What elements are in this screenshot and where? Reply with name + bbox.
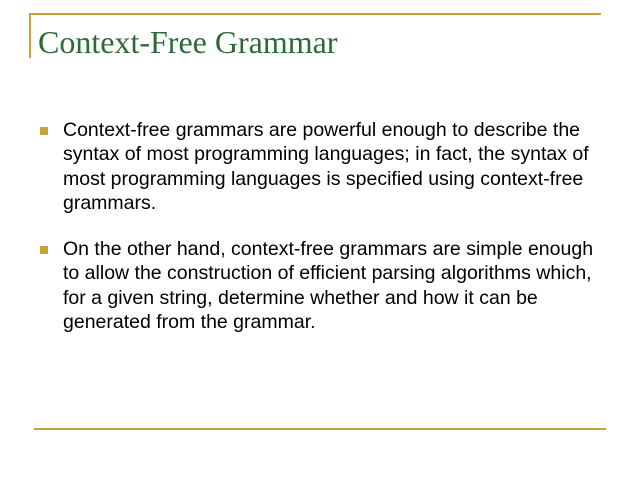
bullet-item — [38, 118, 598, 215]
bullet-list — [38, 118, 598, 356]
bullet-text: On the other hand, context-free grammars are simple enough to allow the construction of efficient parsing algorithms which, for a given string, determine whether and how it can be generated from the grammar. — [63, 238, 594, 334]
square-bullet-icon — [40, 246, 48, 254]
slide-title: Context-Free Grammar — [38, 24, 338, 60]
frame-top-rule — [29, 13, 601, 15]
square-bullet-icon — [40, 127, 48, 135]
frame-left-rule — [29, 13, 31, 58]
bullet-item — [38, 237, 598, 334]
bullet-text: Context-free grammars are powerful enough to describe the syntax of most programming languages; in fact, the syntax of most programming languages is specified using context-free grammars. — [63, 119, 589, 214]
bottom-rule — [34, 428, 606, 430]
